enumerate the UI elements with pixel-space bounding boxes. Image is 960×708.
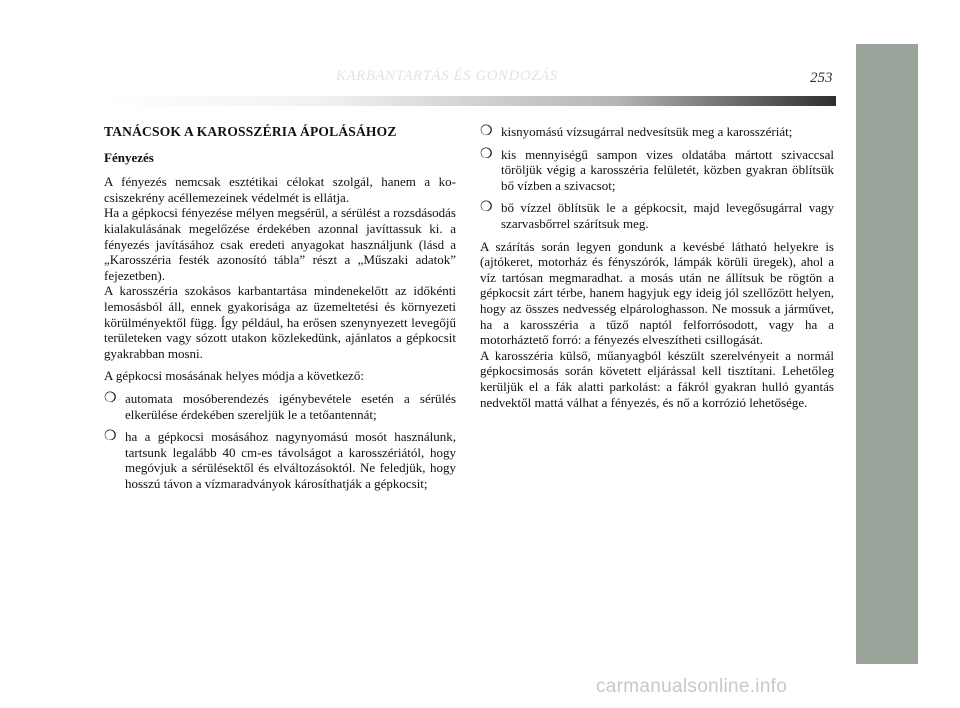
- subsection-title: Fényezés: [104, 149, 154, 165]
- header-title: KARBANTARTÁS ÉS GONDOZÁS: [336, 68, 558, 84]
- left-column: [104, 124, 456, 498]
- header-rule: [104, 96, 836, 106]
- list-item: [104, 391, 456, 422]
- intro-text: A gépkocsi mosásának helyes módja a következő:: [104, 368, 364, 384]
- watermark: carmanualsonline.info: [596, 676, 788, 697]
- paragraph: A fényezés nemcsak esztétikai célokat szolgál, hanem a kocsiszekrény acéllemezeinek védelmét is ellátja.: [104, 174, 456, 205]
- paragraph: Ha a gépkocsi fényezése mélyen megsérül, a sérülést a rozsdásodás kialakulásának megelőzése érdekében azonnal javíttassuk ki. a fényezés javításához csak eredeti anyagokat használjunk (lásd a „Karosszéria festék azonosító tábla” részt a „Műszaki adatok” fejezetben).: [104, 205, 456, 283]
- bullet-icon: ❍: [480, 200, 493, 216]
- list-item-text: bő vízzel öblítsük le a gépkocsit, majd levegősugárral vagy szarvasbőrrel szárítsuk meg.: [501, 200, 834, 231]
- bullet-icon: ❍: [104, 429, 117, 445]
- paragraph: A szárítás során legyen gondunk a kevésbé látható helyekre is (ajtókeret, motorház és fényszórók, lámpák körüli üregek), ahol a víz tartósan megmaradhat. a mosás után ne állítsuk be rögtön a gépkocsit zárt térbe, hanem hagyjuk egy ideig jól szellőzött helyen, hogy az összes nedvesség elpárologhasson. Ne mossuk a járművet, ha a karosszéria a tűző naptól felforrósodott, vagy ha a motorháztető forró: a fényezés elveszítheti csillogását.: [480, 238, 834, 348]
- list-item-text: kis mennyiségű sampon vizes oldatába mártott szivaccsal töröljük végig a karosszéria felületét, közben gyakran öblítsük bő vízben a szivacsot;: [501, 146, 834, 193]
- section-title: TANÁCSOK A KAROSSZÉRIA ÁPOLÁSÁHOZ: [104, 124, 397, 139]
- bullet-list: [104, 391, 456, 492]
- bullet-icon: ❍: [480, 146, 493, 162]
- page-number: 253: [810, 70, 833, 86]
- list-item: [480, 147, 834, 194]
- right-column: [480, 124, 834, 410]
- paragraph: A karosszéria külső, műanyagból készült szerelvényeit a normál gépkocsimosás során követett eljárással kell tisztítani. Lehetőleg kerüljük el a fák alatti parkolást: a fákról gyakran hulló gyantás nedvektől mattá válhat a fényezés, és nő a korrózió lehetősége.: [480, 347, 834, 410]
- side-tab-bar: [856, 44, 918, 664]
- paragraph: A karosszéria szokásos karbantartása mindenekelőtt az időkénti lemosásból áll, ennek gyakorisága az üzemeltetési és környezeti körülményektől függ. Így például, ha erősen szenynyezett levegőjű területeken vagy sózott utakon közlekedünk, ajánlatos a gépkocsit gyakrabban mosni.: [104, 283, 456, 361]
- list-item: [104, 429, 456, 491]
- list-item-text: kisnyomású vízsugárral nedvesítsük meg a karosszériát;: [501, 124, 793, 139]
- list-item-text: ha a gépkocsi mosásához nagynyomású mosót használunk, tartsunk legalább 40 cm-es távolságot a karosszériától, hogy megóvjuk a sérülésektől és elváltozásoktól. Ne feledjük, hogy hosszú távon a vízmaradványok károsíthatják a gépkocsit;: [125, 429, 456, 491]
- bullet-list: [480, 124, 834, 232]
- list-item: [480, 200, 834, 231]
- list-item: [480, 124, 834, 140]
- list-item-text: automata mosóberendezés igénybevétele esetén a sérülés elkerülése érdekében szereljük le a tetőantennát;: [125, 390, 456, 422]
- bullet-icon: ❍: [480, 124, 493, 139]
- bullet-icon: ❍: [104, 390, 117, 406]
